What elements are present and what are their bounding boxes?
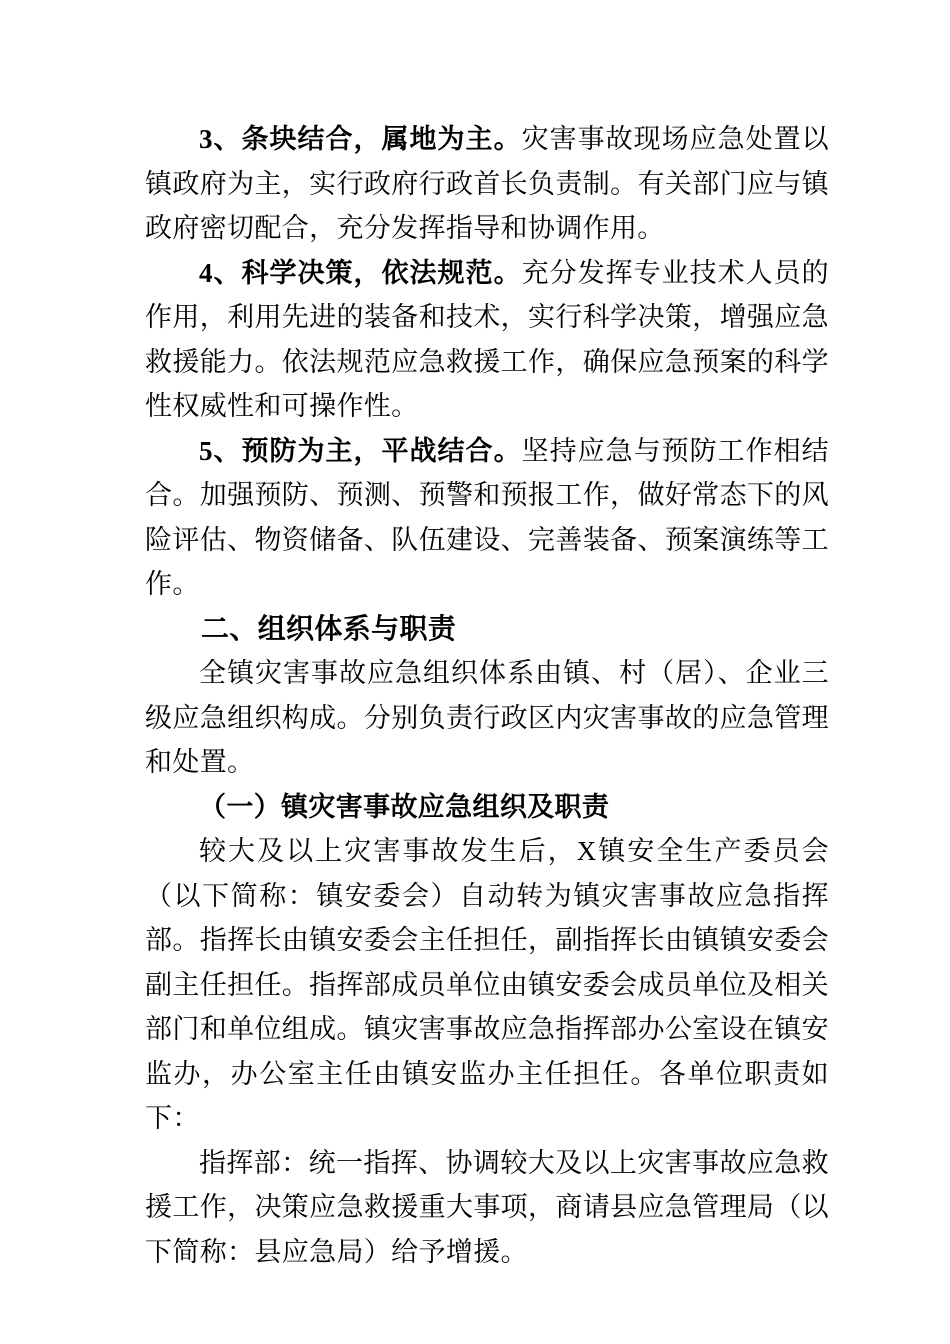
paragraph-text: 全镇灾害事故应急组织体系由镇、村（居）、企业三级应急组织构成。分别负责行政区内灾害事故的应急管理和处置。	[145, 658, 829, 777]
paragraph-text: 坚持应急与预防工作相结合。加强预防、预测、预警和预报工作，做好常态下的风险评估、物资储备、队伍建设、完善装备、预案演练等工作。	[145, 435, 829, 599]
section-heading-organization-system: 二、组织体系与职责	[201, 612, 457, 644]
paragraph-text: 灾害事故现场应急处置以镇政府为主，实行政府行政首长负责制。有关部门应与镇政府密切配合，充分发挥指导和协调作用。	[145, 124, 829, 243]
paragraph-principle-5	[145, 429, 829, 607]
paragraph-lead-bold: 3、条块结合，属地为主。	[199, 124, 522, 154]
subsection-heading-town-emergency-org: （一）镇灾害事故应急组织及职责	[199, 791, 610, 822]
paragraph-text: 充分发挥专业技术人员的作用，利用先进的装备和技术，实行科学决策，增强应急救援能力。依法规范应急救援工作，确保应急预案的科学性权威性和可操作性。	[145, 257, 829, 421]
paragraph-organization-overview	[145, 651, 829, 785]
paragraph-principle-4	[145, 251, 829, 429]
paragraph-text: 较大及以上灾害事故发生后，X镇安全生产委员会（以下简称：镇安委会）自动转为镇灾害事故应急指挥部。指挥长由镇安委会主任担任，副指挥长由镇镇安委会副主任担任。指挥部成员单位由镇安委会成员单位及相关部门和单位组成。镇灾害事故应急指挥部办公室设在镇安监办，办公室主任由镇安监办主任担任。各单位职责如下：	[145, 836, 829, 1133]
paragraph-lead-bold: 5、预防为主，平战结合。	[199, 435, 522, 466]
document-content	[145, 117, 829, 1274]
paragraph-principle-3	[145, 117, 829, 251]
paragraph-command-structure	[145, 829, 829, 1141]
paragraph-lead-bold: 4、科学决策，依法规范。	[199, 257, 522, 288]
paragraph-command-post-duties	[145, 1141, 829, 1275]
paragraph-text: 指挥部：统一指挥、协调较大及以上灾害事故应急救援工作，决策应急救援重大事项，商请县应急管理局（以下简称：县应急局）给予增援。	[145, 1147, 829, 1267]
